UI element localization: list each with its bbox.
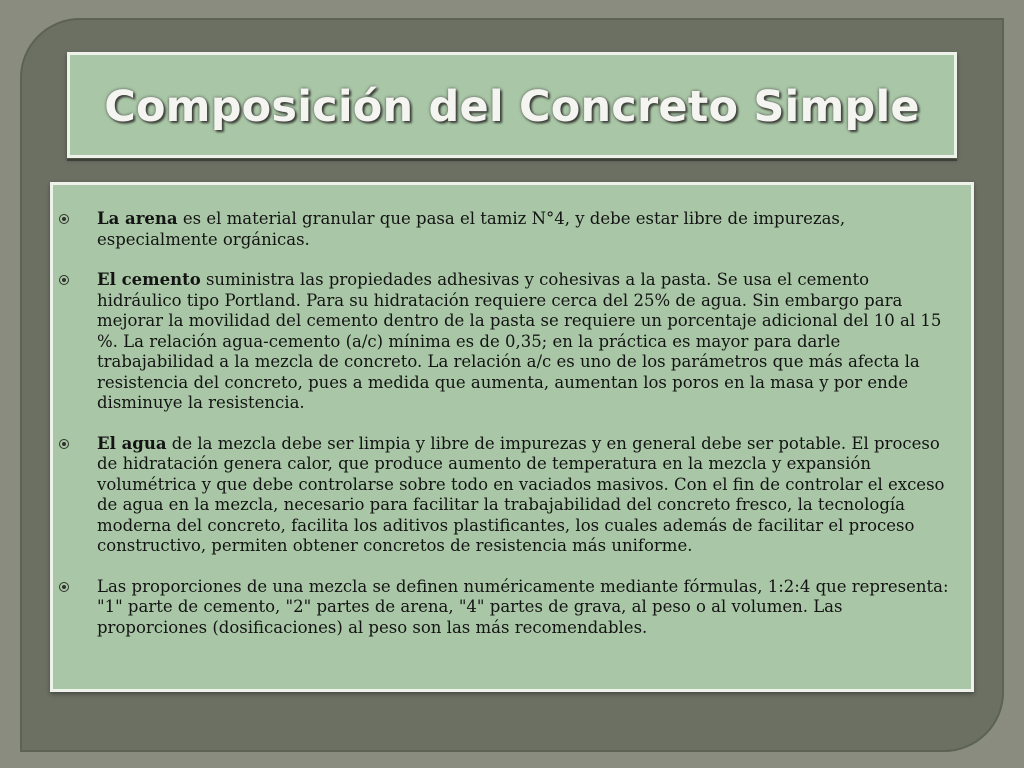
title-panel bbox=[67, 52, 957, 158]
circled-dot-bullet-icon bbox=[59, 439, 69, 449]
bullet-text: de la mezcla debe ser limpia y libre de impurezas y en general debe ser potable. El proceso de hidratación genera calor, que produce aumento de temperatura en la mezcla y expansión volumétrica y que debe controlarse sobre todo en vaciados masivos. Con el fin de controlar el exceso de agua en la mezcla, necesario para facilitar la trabajabilidad del concreto fresco, la tecnología moderna del concreto, facilita los aditivos plastificantes, los cuales además de facilitar el proceso constructivo, permiten obtener concretos de resistencia más uniforme. bbox=[97, 433, 945, 555]
bullet-item-agua bbox=[97, 434, 957, 557]
circled-dot-bullet-icon bbox=[59, 582, 69, 592]
bullet-item-arena bbox=[97, 209, 957, 250]
circled-dot-bullet-icon bbox=[59, 275, 69, 285]
bullet-term: El agua bbox=[97, 433, 167, 453]
content-panel bbox=[50, 182, 974, 692]
bullet-item-proporciones bbox=[97, 577, 957, 639]
title-underline bbox=[67, 159, 957, 161]
bullet-list bbox=[53, 209, 971, 658]
slide-title: Composición del Concreto Simple bbox=[104, 82, 920, 132]
bullet-text: es el material granular que pasa el tamiz N°4, y debe estar libre de impurezas, especialmente orgánicas. bbox=[97, 209, 846, 249]
circled-dot-bullet-icon bbox=[59, 214, 69, 224]
bullet-term: La arena bbox=[97, 209, 178, 228]
bullet-text: suministra las propiedades adhesivas y cohesivas a la pasta. Se usa el cemento hidráulico tipo Portland. Para su hidratación requiere cerca del 25% de agua. Sin embargo para mejorar la movilidad del cemento dentro de la pasta se requiere un porcentaje adicional del 10 al 15 %. La relación agua-cemento (a/c) mínima es de 0,35; en la práctica es mayor para darle trabajabilidad a la mezcla de concreto. La relación a/c es uno de los parámetros que más afecta la resistencia del concreto, pues a medida que aumenta, aumentan los poros en la masa y por ende disminuye la resistencia. bbox=[97, 270, 942, 412]
bullet-item-cemento bbox=[97, 270, 957, 414]
bullet-text: Las proporciones de una mezcla se definen numéricamente mediante fórmulas, 1:2:4 que representa: "1" parte de cemento, "2" partes de arena, "4" partes de grava, al peso o al volumen. Las proporciones (dosificaciones) al peso son las más recomendables. bbox=[97, 576, 949, 637]
bullet-term: El cemento bbox=[97, 270, 201, 289]
